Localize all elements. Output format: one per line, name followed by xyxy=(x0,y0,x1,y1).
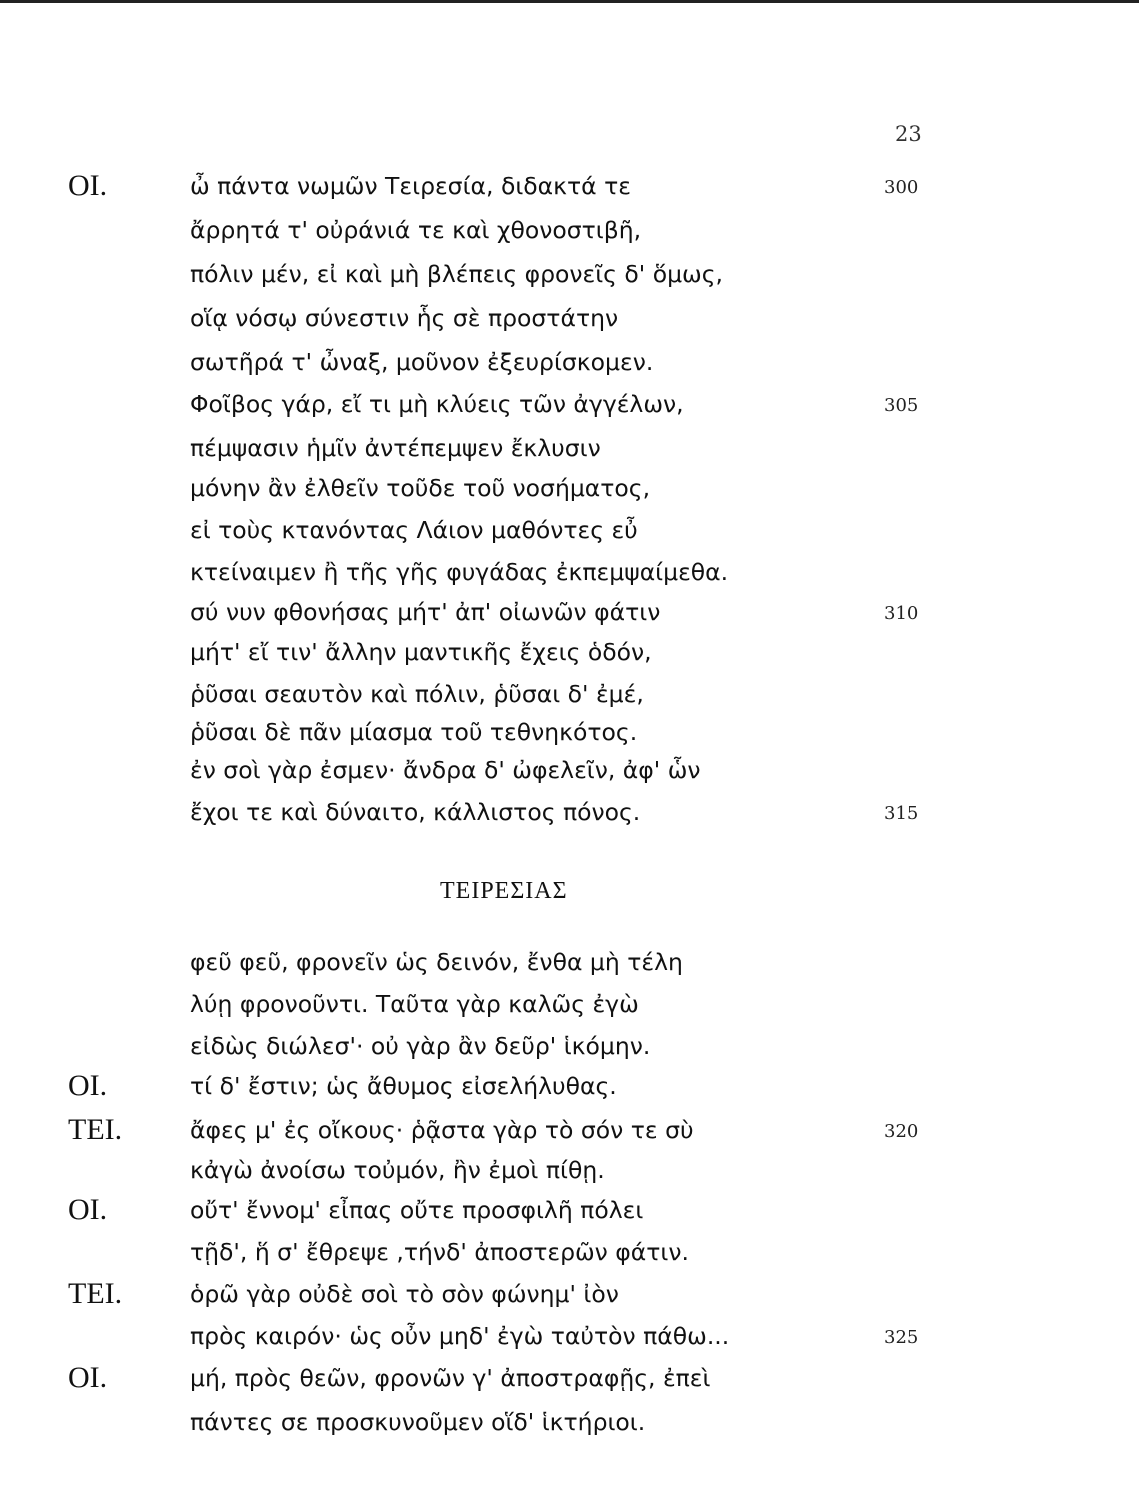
verse-text: εἰδὼς διώλεσ'· οὐ γὰρ ἂν δεῦρ' ἱκόμην. xyxy=(190,1032,651,1060)
line-number: 315 xyxy=(884,803,919,824)
verse-text: ῥῦσαι δὲ πᾶν μίασμα τοῦ τεθνηκότος. xyxy=(190,718,638,746)
verse-text: σύ νυν φθονήσας μήτ' ἀπ' οἰωνῶν φάτιν xyxy=(190,598,661,626)
verse-line xyxy=(0,512,1139,548)
verse-text: κτείναιμεν ἢ τῆς γῆς φυγάδας ἐκπεμψαίμεθα. xyxy=(190,558,729,586)
verse-line xyxy=(0,1234,1139,1270)
verse-text: οὔτ' ἔννομ' εἶπας οὔτε προσφιλῆ πόλει xyxy=(190,1196,644,1224)
verse-line xyxy=(0,1112,1139,1148)
speaker-label: ΤΕΙ. xyxy=(68,1277,123,1310)
verse-line xyxy=(0,752,1139,788)
verse-line xyxy=(0,1068,1139,1104)
verse-text: τί δ' ἔστιν; ὡς ἄθυμος εἰσελήλυθας. xyxy=(190,1072,617,1100)
verse-line xyxy=(0,430,1139,466)
verse-text: πρὸς καιρόν· ὡς οὖν μηδ' ἐγὼ ταὐτὸν πάθω... xyxy=(190,1322,730,1350)
verse-line xyxy=(0,986,1139,1022)
verse-line xyxy=(0,386,1139,422)
verse-text: ἔχοι τε καὶ δύναιτο, κάλλιστος πόνος. xyxy=(190,798,641,826)
verse-text: πάντες σε προσκυνοῦμεν οἵδ' ἱκτήριοι. xyxy=(190,1408,646,1436)
speaker-label: ΟΙ. xyxy=(68,169,108,202)
speaker-label: ΟΙ. xyxy=(68,1069,108,1102)
verse-text: σωτῆρά τ' ὦναξ, μοῦνον ἐξευρίσκομεν. xyxy=(190,348,654,376)
verse-line xyxy=(0,676,1139,712)
verse-line xyxy=(0,944,1139,980)
verse-text: μόνην ἂν ἐλθεῖν τοῦδε τοῦ νοσήματος, xyxy=(190,474,651,502)
verse-text: φεῦ φεῦ, φρονεῖν ὡς δεινόν, ἔνθα μὴ τέλη xyxy=(190,948,683,976)
verse-text: ἐν σοὶ γὰρ ἐσμεν· ἄνδρα δ' ὠφελεῖν, ἀφ' ὧν xyxy=(190,756,701,784)
speaker-label: ΟΙ. xyxy=(68,1361,108,1394)
speaker-heading: ΤΕΙΡΕΣΙΑΣ xyxy=(440,878,568,904)
verse-line xyxy=(0,256,1139,292)
verse-text: πόλιν μέν, εἰ καὶ μὴ βλέπεις φρονεῖς δ' ὅμως, xyxy=(190,260,723,288)
line-number: 300 xyxy=(884,177,919,198)
verse-line xyxy=(0,1192,1139,1228)
verse-line xyxy=(0,168,1139,204)
verse-text: κἀγὼ ἀνοίσω τοὐμόν, ἢν ἐμοὶ πίθῃ. xyxy=(190,1156,605,1184)
verse-text: ἄρρητά τ' οὐράνιά τε καὶ χθονοστιβῆ, xyxy=(190,216,642,244)
line-number: 320 xyxy=(884,1121,919,1142)
verse-text: ῥῦσαι σεαυτὸν καὶ πόλιν, ῥῦσαι δ' ἐμέ, xyxy=(190,680,644,708)
speaker-label: ΤΕΙ. xyxy=(68,1113,123,1146)
verse-text: λύῃ φρονοῦντι. Ταῦτα γὰρ καλῶς ἐγὼ xyxy=(190,990,639,1018)
page-number: 23 xyxy=(895,122,922,146)
line-number: 325 xyxy=(884,1327,919,1348)
verse-line xyxy=(0,300,1139,336)
verse-line xyxy=(0,470,1139,506)
speaker-label: ΟΙ. xyxy=(68,1193,108,1226)
verse-text: Φοῖβος γάρ, εἴ τι μὴ κλύεις τῶν ἀγγέλων, xyxy=(190,390,684,418)
verse-line xyxy=(0,1276,1139,1312)
verse-line xyxy=(0,794,1139,830)
verse-line xyxy=(0,554,1139,590)
verse-line xyxy=(0,1152,1139,1188)
line-number: 310 xyxy=(884,603,919,624)
verse-line xyxy=(0,1360,1139,1396)
verse-line xyxy=(0,594,1139,630)
verse-text: τῇδ', ἥ σ' ἔθρεψε ,τήνδ' ἀποστερῶν φάτιν. xyxy=(190,1238,689,1266)
verse-line xyxy=(0,714,1139,750)
verse-line xyxy=(0,212,1139,248)
verse-text: εἰ τοὺς κτανόντας Λάιον μαθόντες εὖ xyxy=(190,516,638,544)
verse-text: μήτ' εἴ τιν' ἄλλην μαντικῆς ἔχεις ὁδόν, xyxy=(190,638,652,666)
verse-text: πέμψασιν ἡμῖν ἀντέπεμψεν ἔκλυσιν xyxy=(190,434,601,462)
verse-text: μή, πρὸς θεῶν, φρονῶν γ' ἀποστραφῇς, ἐπεὶ xyxy=(190,1364,711,1392)
verse-line xyxy=(0,634,1139,670)
verse-text: ὁρῶ γὰρ οὐδὲ σοὶ τὸ σὸν φώνημ' ἰὸν xyxy=(190,1280,619,1308)
verse-line xyxy=(0,344,1139,380)
verse-text: ὦ πάντα νωμῶν Τειρεσία, διδακτά τε xyxy=(190,172,631,200)
top-rule xyxy=(0,0,1139,3)
verse-line xyxy=(0,1318,1139,1354)
verse-text: οἵᾳ νόσῳ σύνεστιν ἧς σὲ προστάτην xyxy=(190,304,619,332)
line-number: 305 xyxy=(884,395,919,416)
verse-line xyxy=(0,1404,1139,1440)
verse-line xyxy=(0,1028,1139,1064)
verse-text: ἄφες μ' ἐς οἴκους· ῥᾷστα γὰρ τὸ σόν τε σὺ xyxy=(190,1116,694,1144)
